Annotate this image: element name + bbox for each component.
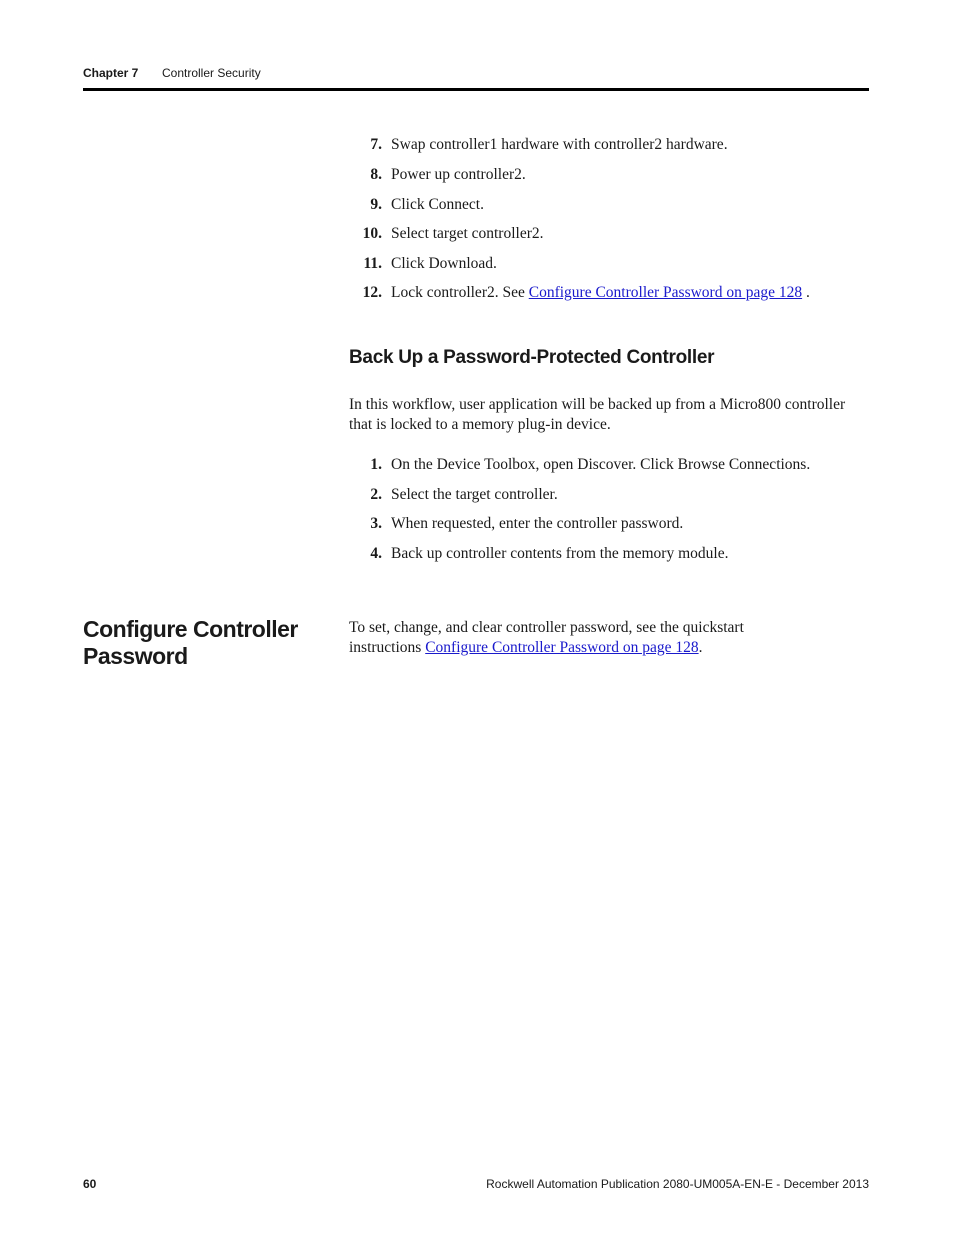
configure-paragraph xyxy=(349,618,769,658)
configure-text: To set, change, and clear controller password, see the quickstart instructions xyxy=(349,619,744,656)
step-text: On the Device Toolbox, open Discover. Click Browse Connections. xyxy=(391,456,811,473)
step-number: 1. xyxy=(370,456,382,473)
step-number: 8. xyxy=(370,166,382,183)
list-item xyxy=(349,284,810,302)
list-item xyxy=(349,196,484,214)
configure-heading: Configure Controller Password xyxy=(83,616,298,669)
step-number: 12. xyxy=(362,284,382,301)
step-text-end: . xyxy=(802,284,810,301)
list-item xyxy=(349,486,558,504)
step-number: 10. xyxy=(362,225,382,242)
section-label: Controller Security xyxy=(162,66,261,80)
step-text: When requested, enter the controller password. xyxy=(391,515,684,532)
step-number: 3. xyxy=(370,515,382,532)
step-text: Select target controller2. xyxy=(391,225,544,242)
step-text: Click Download. xyxy=(391,255,497,272)
configure-password-link[interactable]: Configure Controller Password on page 128 xyxy=(425,639,699,656)
configure-text-end: . xyxy=(698,639,703,656)
list-item xyxy=(349,136,728,154)
chapter-label: Chapter 7 xyxy=(83,66,139,80)
step-number: 2. xyxy=(370,486,382,503)
configure-password-link[interactable]: Configure Controller Password on page 128 xyxy=(528,284,803,301)
list-item xyxy=(349,166,526,184)
step-text: Click Connect. xyxy=(391,196,484,213)
list-item xyxy=(349,456,810,474)
step-text: Back up controller contents from the memory module. xyxy=(391,545,729,562)
step-text: Select the target controller. xyxy=(391,486,558,503)
list-item xyxy=(349,225,544,243)
list-item xyxy=(349,545,728,563)
backup-intro: In this workflow, user application will be backed up from a Micro800 controller that is locked to a memory plug-in device. xyxy=(349,396,846,433)
step-number: 11. xyxy=(363,255,382,272)
page-number: 60 xyxy=(83,1177,97,1191)
list-item xyxy=(349,255,497,273)
list-item xyxy=(349,515,683,533)
step-number: 9. xyxy=(370,196,382,213)
step-text: Swap controller1 hardware with controller2 hardware. xyxy=(391,136,728,153)
step-text: Lock controller2. See xyxy=(391,284,529,301)
header-rule xyxy=(83,88,869,91)
publication-info: Rockwell Automation Publication 2080-UM005A-EN-E - December 2013 xyxy=(486,1177,869,1191)
step-number: 4. xyxy=(370,545,382,562)
step-number: 7. xyxy=(370,136,382,153)
step-text: Power up controller2. xyxy=(391,166,526,183)
backup-heading: Back Up a Password-Protected Controller xyxy=(349,347,715,368)
